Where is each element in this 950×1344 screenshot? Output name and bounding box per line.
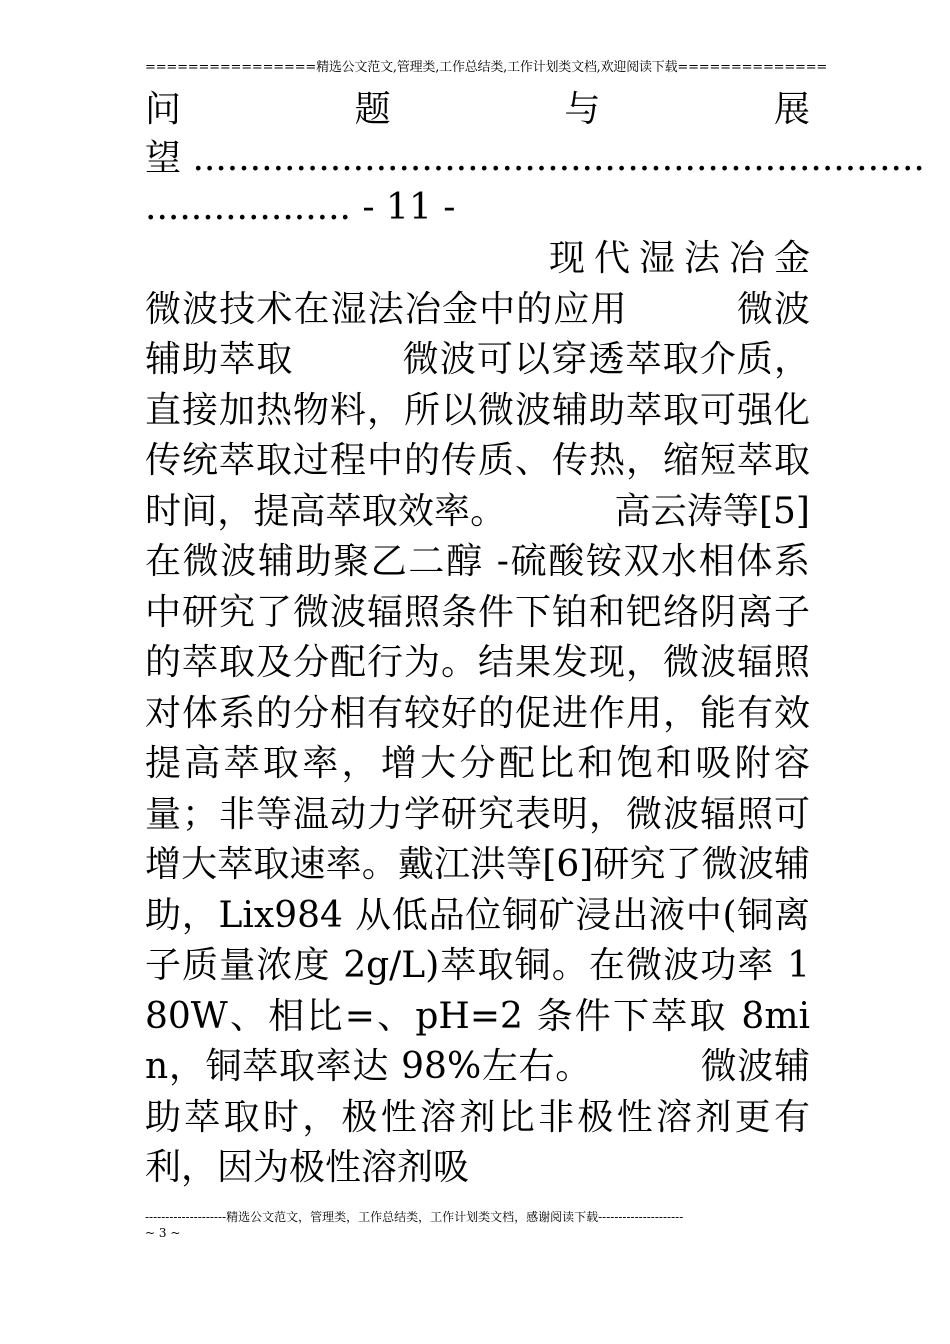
page-number: ~ 3 ~ [145, 1226, 181, 1240]
toc-char-1: 问 [145, 89, 182, 130]
section-title: 微波技术在湿法冶金中的应用 [145, 288, 628, 330]
toc-leader-dots-2: .................. [145, 187, 351, 228]
heading-right: 现代湿法冶金 [548, 238, 819, 279]
sub-title-end: 波辅助萃取 [145, 288, 810, 380]
toc-last-char: 望 [145, 138, 182, 179]
body-text [145, 234, 819, 1194]
toc-leader-dots: ................................................................ [192, 138, 925, 179]
paragraph-2-lead: 高 [614, 490, 651, 532]
page-footer: --------------------精选公文范文，管理类，工作总结类，工作计划类文档，感谢阅读下载--------------------- [145, 1210, 684, 1224]
toc-char-4: 展 [773, 89, 810, 130]
toc-page-ref: - 11 - [350, 187, 456, 228]
toc-char-3: 与 [564, 89, 601, 130]
toc-char-2: 题 [354, 89, 391, 130]
sub-title-start: 微 [735, 288, 774, 330]
page-header: ================精选公文范文,管理类,工作总结类,工作计划类文档,欢迎阅读下载============== [145, 60, 828, 75]
toc-entry-title [145, 86, 810, 134]
toc-entry-line-2 [145, 135, 925, 183]
paragraph-2: 云涛等[5]在微波辅助聚乙二醇 -硫酸铵双水相体系中研究了微波辐照条件下铂和钯络阴离子的萃取及分配行为。结果发现，微波辐照对体系的分相有较好的促进作用，能有效提高萃取率，增大分配比和饱和吸附容量；非等温动力学研究表明，微波辐照可增大萃取速率。戴江洪等[6]研究了微波辅助，Lix984 从低品位铜矿浸出液中(铜离子质量浓度 2g/L)萃取铜。在微波功率 180W、相比=、pH=2 条件下萃取 8min，铜萃取率达 98%左右。 [145, 490, 810, 1087]
toc-entry-line-3 [145, 184, 810, 232]
paragraph-1: 微波可以穿透萃取介质，直接加热物料，所以微波辅助萃取可强化传统萃取过程中的传质、传热，缩短萃取时间，提高萃取效率。 [145, 339, 810, 532]
paragraph-3: 微波辅助萃取时，极性溶剂比非极性溶剂更有利，因为极性溶剂吸 [145, 1046, 810, 1188]
